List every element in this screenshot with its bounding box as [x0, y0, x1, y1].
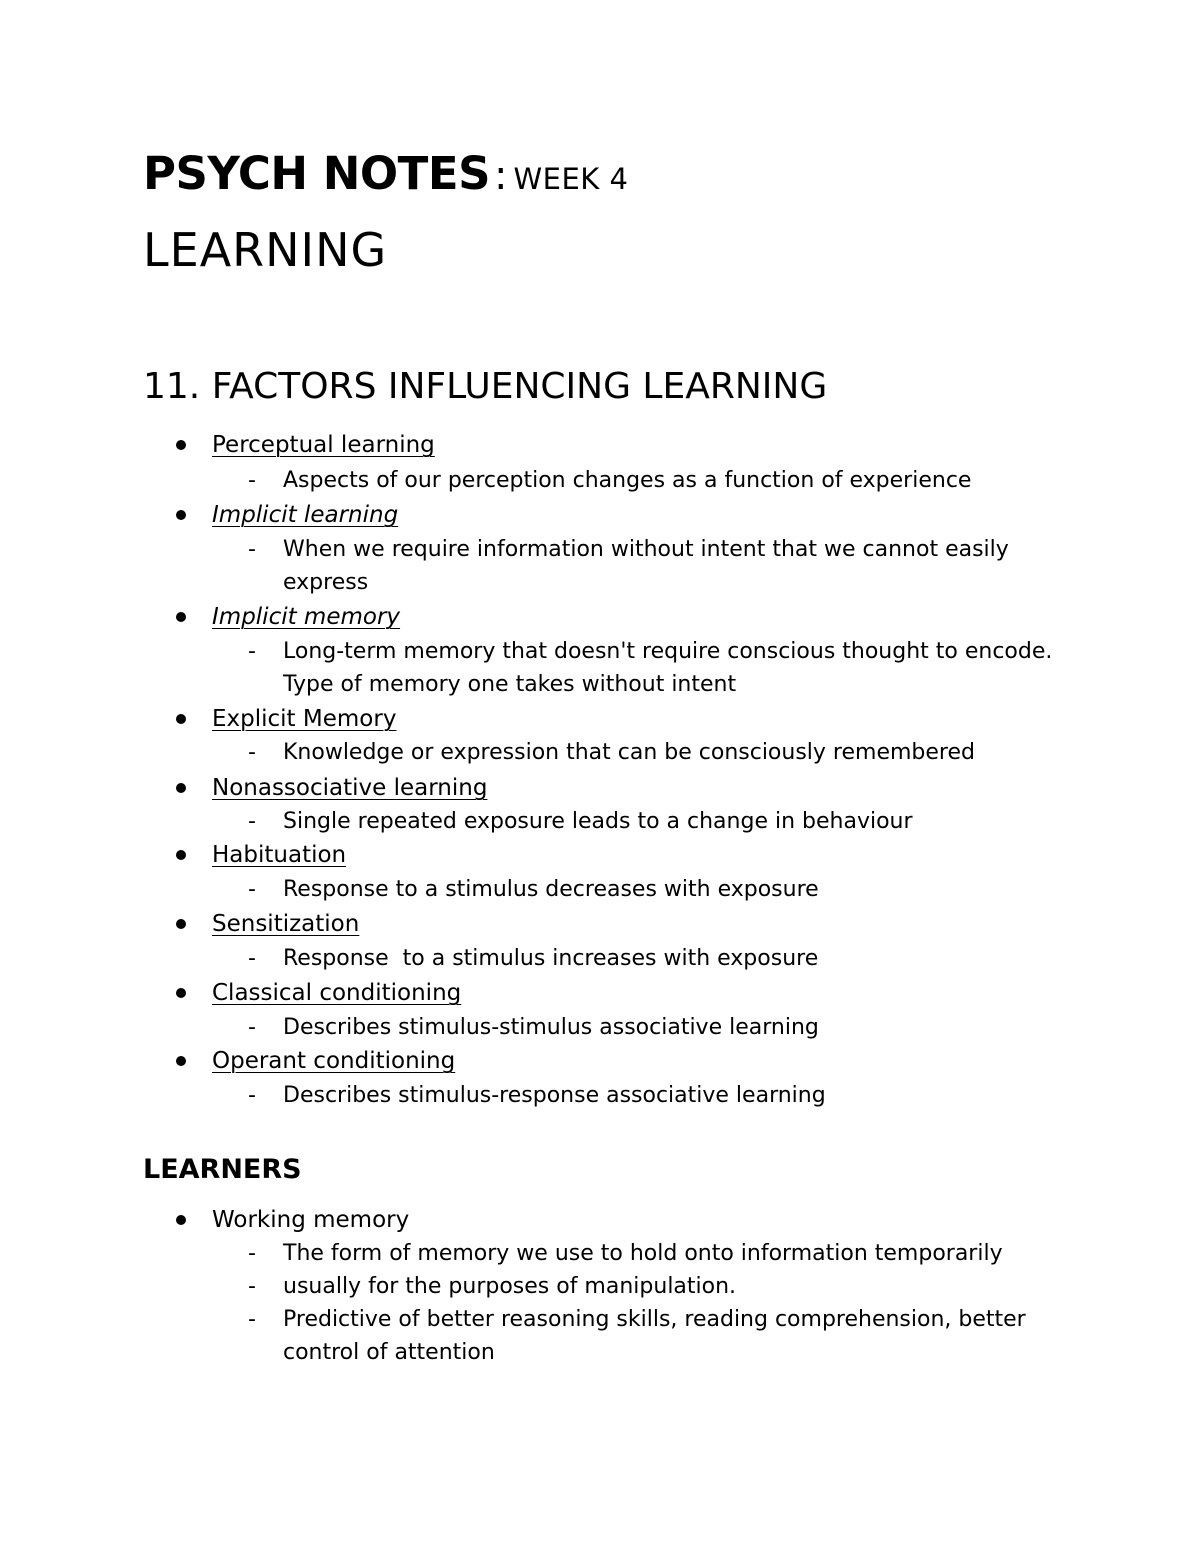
dash-marker: - — [248, 639, 256, 664]
title-separator: : — [494, 153, 508, 199]
section-heading-learners: LEARNERS — [143, 1154, 302, 1185]
page-subtitle: LEARNING — [143, 223, 388, 277]
dash-marker: - — [248, 1307, 256, 1332]
definition-text: Long-term memory that doesn't require conscious thought to encode. Type of memory one takes without intent — [283, 639, 1053, 697]
term-sensitization: Sensitization — [212, 911, 360, 937]
dash-marker: - — [248, 946, 256, 971]
term-implicit-learning: Implicit learning — [212, 502, 399, 528]
definition-text: Describes stimulus-response associative learning — [283, 1083, 826, 1108]
term-perceptual-learning: Perceptual learning — [212, 432, 435, 458]
bullet-icon — [176, 988, 186, 998]
definition-text: Describes stimulus-stimulus associative learning — [283, 1015, 819, 1040]
bullet-icon — [176, 1215, 186, 1225]
term-habituation: Habituation — [212, 842, 347, 868]
bullet-icon — [176, 919, 186, 929]
definition-text: Response to a stimulus increases with exposure — [283, 946, 819, 971]
dash-marker: - — [248, 468, 256, 493]
definition-text: Predictive of better reasoning skills, reading comprehension, better control of attention — [283, 1307, 1026, 1365]
definition-text: Response to a stimulus decreases with exposure — [283, 877, 819, 902]
definition-text: When we require information without intent that we cannot easily express — [283, 537, 1009, 595]
definition-text: Knowledge or expression that can be consciously remembered — [283, 740, 975, 765]
section-heading-factors: 11. FACTORS INFLUENCING LEARNING — [143, 366, 828, 407]
term-classical-conditioning: Classical conditioning — [212, 980, 462, 1006]
bullet-icon — [176, 850, 186, 860]
definition-text: The form of memory we use to hold onto information temporarily — [283, 1241, 1003, 1266]
dash-marker: - — [248, 1274, 256, 1299]
title-week: WEEK 4 — [513, 162, 629, 196]
dash-marker: - — [248, 740, 256, 765]
term-operant-conditioning: Operant conditioning — [212, 1048, 456, 1074]
definition-text: usually for the purposes of manipulation. — [283, 1274, 737, 1299]
bullet-icon — [176, 783, 186, 793]
term-nonassociative-learning: Nonassociative learning — [212, 775, 488, 801]
dash-marker: - — [248, 537, 256, 562]
page-title — [143, 142, 629, 211]
bullet-icon — [176, 612, 186, 622]
dash-marker: - — [248, 877, 256, 902]
bullet-icon — [176, 440, 186, 450]
bullet-icon — [176, 510, 186, 520]
definition-text: Single repeated exposure leads to a change in behaviour — [283, 809, 913, 834]
dash-marker: - — [248, 809, 256, 834]
term-implicit-memory: Implicit memory — [212, 604, 401, 630]
term-working-memory: Working memory — [212, 1207, 410, 1233]
bullet-icon — [176, 1056, 186, 1066]
dash-marker: - — [248, 1015, 256, 1040]
term-explicit-memory: Explicit Memory — [212, 706, 397, 732]
definition-text: Aspects of our perception changes as a function of experience — [283, 468, 972, 493]
title-main: PSYCH NOTES — [143, 147, 490, 200]
dash-marker: - — [248, 1083, 256, 1108]
bullet-icon — [176, 714, 186, 724]
dash-marker: - — [248, 1241, 256, 1266]
